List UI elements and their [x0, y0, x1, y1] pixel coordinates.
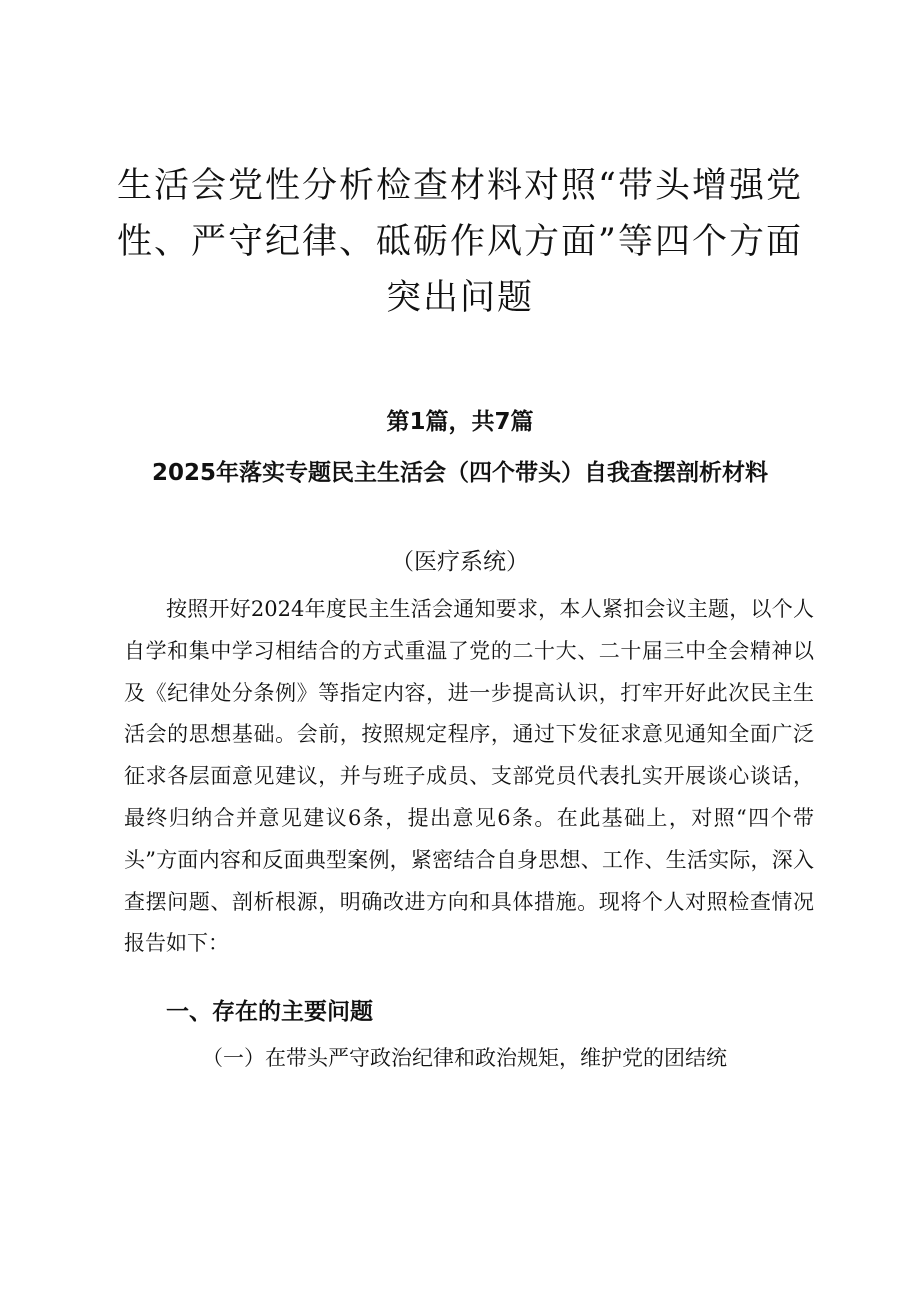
document-title: 2025年落实专题民主生活会（四个带头）自我查摆剖析材料 [151, 460, 768, 486]
section-heading: 一、存在的主要问题 [166, 999, 373, 1025]
chapter-label: 第1篇，共7篇 [386, 409, 534, 435]
main-title: 生活会党性分析检查材料对照“带头增强党性、严守纪律、砥砺作风方面”等四个方面突出问题 [117, 166, 803, 318]
system-label: （医疗系统） [391, 549, 529, 575]
subsection-heading: （一）在带头严守政治纪律和政治规矩，维护党的团结统 [202, 1046, 727, 1070]
intro-paragraph: 按照开好2024年度民主生活会通知要求，本人紧扣会议主题，以个人自学和集中学习相结合的方式重温了党的二十大、二十届三中全会精神以及《纪律处分条例》等指定内容，进一步提高认识，打牢开好此次民主生活会的思想基础。会前，按照规定程序，通过下发征求意见通知全面广泛征求各层面意见建议，并与班子成员、支部党员代表扎实开展谈心谈话，最终归纳合并意见建议6条，提出意见6条。在此基础上，对照“四个带头”方面内容和反面典型案例，紧密结合自身思想、工作、生活实际，深入查摆问题、剖析根源，明确改进方向和具体措施。现将个人对照检查情况报告如下： [124, 597, 814, 956]
